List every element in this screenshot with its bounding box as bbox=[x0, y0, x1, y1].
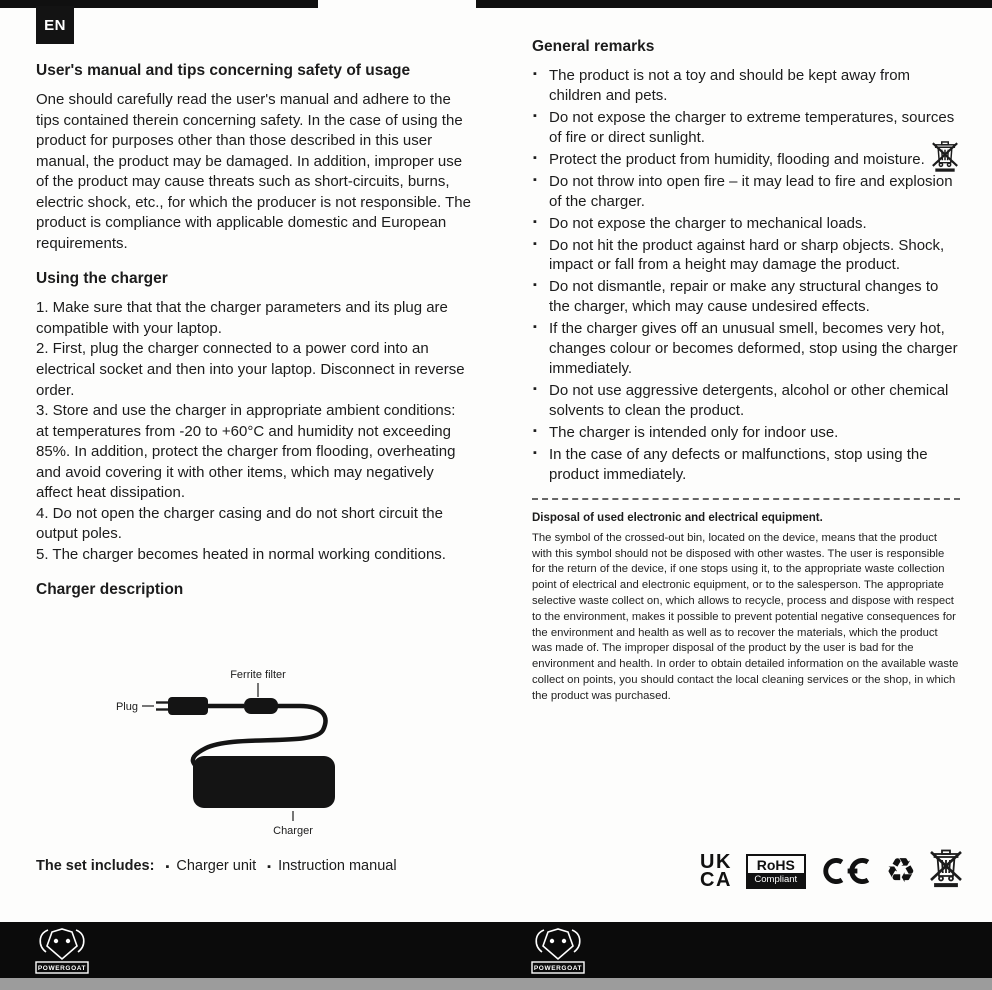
powergoat-logo bbox=[32, 926, 92, 976]
ukca-mark bbox=[700, 850, 732, 891]
powergoat-banner-text: POWERGOAT bbox=[533, 965, 583, 972]
rohs-label: RoHS bbox=[756, 856, 795, 873]
set-includes-item: ▪ Instruction manual bbox=[256, 858, 396, 874]
charger-label: Charger bbox=[273, 825, 313, 837]
using-charger-steps bbox=[36, 298, 472, 565]
ukca-line1: UK bbox=[700, 850, 732, 873]
remark-item: ▪ Do not use aggressive detergents, alcohol or other chemical solvents to clean the product. bbox=[532, 381, 960, 421]
remark-item: ▪ The charger is intended only for indoor use. bbox=[532, 423, 960, 443]
language-badge bbox=[36, 6, 74, 44]
remark-item: ▪ Do not dismantle, repair or make any structural changes to the charger, which may cause undesired effects. bbox=[532, 277, 960, 317]
using-charger-heading: Using the charger bbox=[36, 270, 168, 288]
step-item: 1. Make sure that that the charger parameters and its plug are compatible with your laptop. bbox=[36, 299, 448, 337]
remark-item: ▪ The product is not a toy and should be kept away from children and pets. bbox=[532, 66, 960, 106]
top-border-right bbox=[476, 0, 992, 8]
plug-label: Plug bbox=[115, 701, 138, 713]
rohs-compliant-label: Compliant bbox=[748, 873, 804, 887]
remark-item: ▪ In the case of any defects or malfunctions, stop using the product immediately. bbox=[532, 445, 960, 485]
rohs-mark bbox=[746, 854, 806, 889]
certification-logos bbox=[700, 848, 962, 894]
left-column bbox=[36, 62, 472, 609]
right-column bbox=[532, 38, 960, 705]
remark-item: ▪ If the charger gives off an unusual smell, becomes very hot, changes colour or becomes deformed, stop using the charger immediately. bbox=[532, 319, 960, 379]
set-includes-label: The set includes: bbox=[36, 858, 155, 874]
set-includes bbox=[36, 858, 397, 874]
bottom-strip bbox=[0, 978, 992, 990]
remark-item: ▪ Protect the product from humidity, flooding and moisture. bbox=[532, 150, 960, 170]
remark-item: ▪ Do not hit the product against hard or sharp objects. Shock, impact or fall from a height may damage the product. bbox=[532, 236, 960, 276]
safety-usage-heading: User's manual and tips concerning safety of usage bbox=[36, 62, 411, 79]
charger-description-heading: Charger description bbox=[36, 581, 184, 599]
safety-usage-paragraph: One should carefully read the user's manual and adhere to the tips contained therein concerning safety. In the case of using the product for purposes other than those described in this user manual, the product may be damaged. In addition, improper use of the product may cause threats such as short-circuits, burns, electric shock, etc., for which the producer is not responsible. The product is compliance with applicable domestic and European requirements. bbox=[36, 91, 471, 252]
recycling-icon: ♻ bbox=[885, 852, 917, 890]
general-remarks-list bbox=[532, 66, 960, 485]
powergoat-banner-text: POWERGOAT bbox=[37, 965, 87, 972]
disposal-heading: Disposal of used electronic and electrical equipment. bbox=[532, 511, 823, 524]
step-item: 2. First, plug the charger connected to a power cord into an electrical socket and then into your laptop. Disconnect in reverse order. bbox=[36, 340, 465, 399]
ukca-line2: CA bbox=[700, 869, 732, 891]
set-includes-item: ▪ Charger unit bbox=[154, 858, 256, 874]
remark-item: ▪ Do not expose the charger to extreme temperatures, sources of fire or direct sunlight. bbox=[532, 108, 960, 148]
language-badge-label: EN bbox=[44, 16, 66, 34]
weee-bin-icon bbox=[930, 848, 962, 895]
dashed-divider bbox=[532, 498, 960, 500]
ce-mark-icon bbox=[820, 855, 872, 887]
disposal-paragraph: The symbol of the crossed-out bin, located on the device, means that the product with this symbol should not be disposed with other wastes. The user is responsible for the return of the device, if one stops using it, to the appropriate waste collection point of electrical and electronic equipment, or to the salesperson. The appropriate selective waste collect on, which allows to recycle, process and dispose with respect to the environment, makes it possible to prevent potential negative consequences for the environment and health as well as to recover the materials, which the product was made of. The improper disposal of the product by the user is bad for the environment and health. In order to obtain detailed information on the available waste collect on points, you should contact the local cleaning services or the shop, in which the product was purchased. bbox=[532, 531, 959, 702]
general-remarks-heading: General remarks bbox=[532, 38, 655, 55]
remark-item: ▪ Do not throw into open fire – it may lead to fire and explosion of the charger. bbox=[532, 172, 960, 212]
bottom-band bbox=[0, 922, 992, 978]
remark-item: ▪ Do not expose the charger to mechanical loads. bbox=[532, 214, 960, 234]
step-item: 5. The charger becomes heated in normal working conditions. bbox=[36, 545, 446, 563]
powergoat-logo bbox=[528, 926, 588, 976]
step-item: 4. Do not open the charger casing and do not short circuit the output poles. bbox=[36, 504, 443, 543]
ferrite-filter-label: Ferrite filter bbox=[230, 669, 286, 681]
step-item: 3. Store and use the charger in appropriate ambient conditions: at temperatures from -20 to +60°C and humidity not exceeding 85%. In addition, protect the charger from flooding, overheating and avoid covering it with other items, which may negatively affect heat dissipation. bbox=[36, 402, 456, 502]
charger-diagram bbox=[30, 658, 476, 846]
